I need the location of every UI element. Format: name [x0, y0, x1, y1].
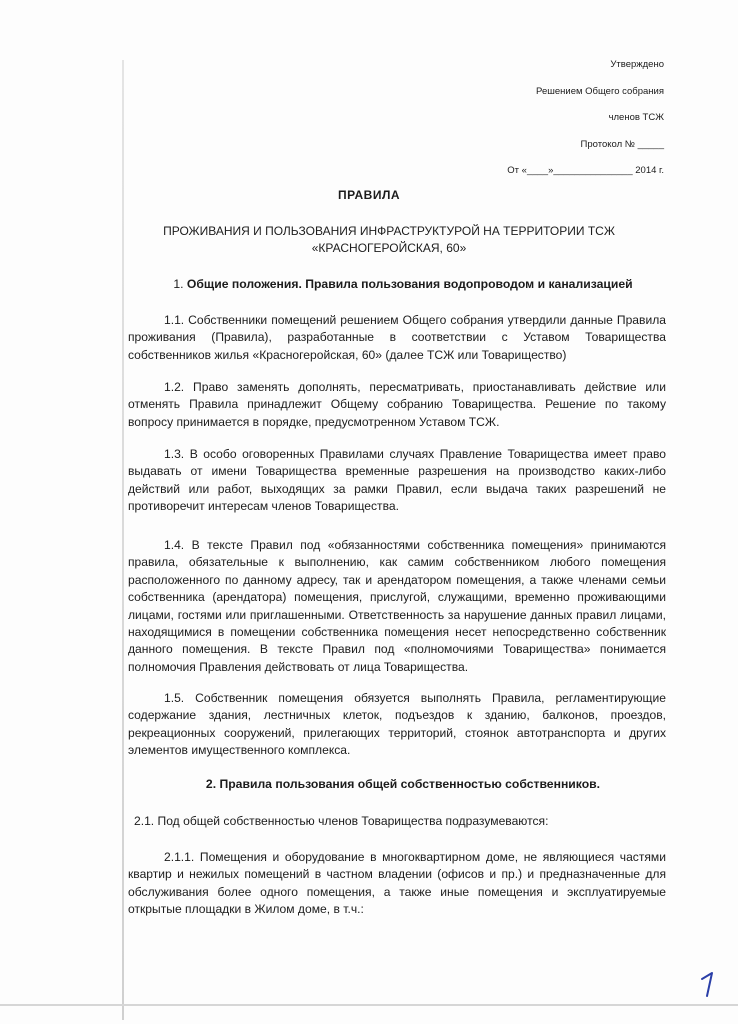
- handwritten-page-number-icon: [698, 970, 720, 998]
- section-1-heading-text: Общие положения. Правила пользования водопроводом и канализацией: [186, 277, 633, 291]
- scan-edge-line: [122, 60, 124, 1020]
- approval-line: Решением Общего собрания: [536, 85, 664, 97]
- paragraph-1-3: 1.3. В особо оговоренных Правилами случаях Правление Товарищества имеет право выдавать от имени Товарищества временные разрешения на производство каких-либо действий или работ, выходящих за рамки Правил, если выдача таких разрешений не противоречит интересам членов Товарищества.: [128, 447, 666, 514]
- document-subtitle: ПРОЖИВАНИЯ И ПОЛЬЗОВАНИЯ ИНФРАСТРУКТУРОЙ НА ТЕРРИТОРИИ ТСЖ «КРАСНОГЕРОЙСКАЯ, 60»: [163, 224, 615, 255]
- section-1-number: 1.: [173, 277, 187, 291]
- paragraph-1-4: 1.4. В тексте Правил под «обязанностями собственника помещения» принимаются правила, обязательные к выполнению, как самим собственником любого помещения расположенного по данному адресу, так и арендатором помещения, а также членами семьи собственника (арендатора) помещения, прислугой, служащими, временно проживающими лицами, гостями или приглашенными. Ответственность за нарушение данных правил лицами, находящимися в помещении собственника помещения несет непосредственно собственник данного помещения. В тексте Правил под «полномочиями Товарищества» понимается полномочия Правления действовать от лица Товарищества.: [128, 538, 666, 674]
- approval-line: Утверждено: [610, 59, 664, 70]
- paragraph-1-2: 1.2. Право заменять дополнять, пересматривать, приостанавливать действие или отменять Правила принадлежит Общему собранию Товарищества. Решение по такому вопросу принимается в порядке, предусмотренном Уставом ТСЖ.: [128, 380, 666, 429]
- section-2-heading: 2. Правила пользования общей собственностью собственников.: [205, 777, 601, 791]
- document-title: ПРАВИЛА: [337, 188, 401, 202]
- paragraph-1-5: 1.5. Собственник помещения обязуется выполнять Правила, регламентирующие содержание здания, лестничных клеток, подъездов к зданию, балконов, проездов, рекреационных сооружений, прилегающих территорий, стоянок автотранспорта и других элементов имущественного комплекса.: [128, 691, 666, 758]
- approval-block: [507, 52, 664, 185]
- section-1-heading: [128, 277, 678, 291]
- approval-line: От «____»_______________ 2014 г.: [507, 165, 664, 176]
- paragraph-2-1: 2.1. Под общей собственностью членов Товарищества подразумеваются:: [134, 814, 549, 828]
- paragraph-1-1: 1.1. Собственники помещений решением Общего собрания утвердили данные Правила проживания (Правила), разработанные в соответствии с Уставом Товарищества собственников жилья «Красногеройская, 60» (далее ТСЖ или Товарищество): [128, 313, 666, 362]
- approval-line: членов ТСЖ: [608, 112, 664, 123]
- paragraph-2-1-1: 2.1.1. Помещения и оборудование в многоквартирном доме, не являющиеся частями квартир и нежилых помещений в частном владении (офисов и пр.) и предназначенные для обслуживания более одного помещения, а также иные помещения и эксплуатируемые открытые площадки в Жилом доме, в т.ч.:: [128, 850, 666, 917]
- approval-line: Протокол № _____: [580, 138, 664, 150]
- scan-edge-bottom: [0, 1004, 738, 1006]
